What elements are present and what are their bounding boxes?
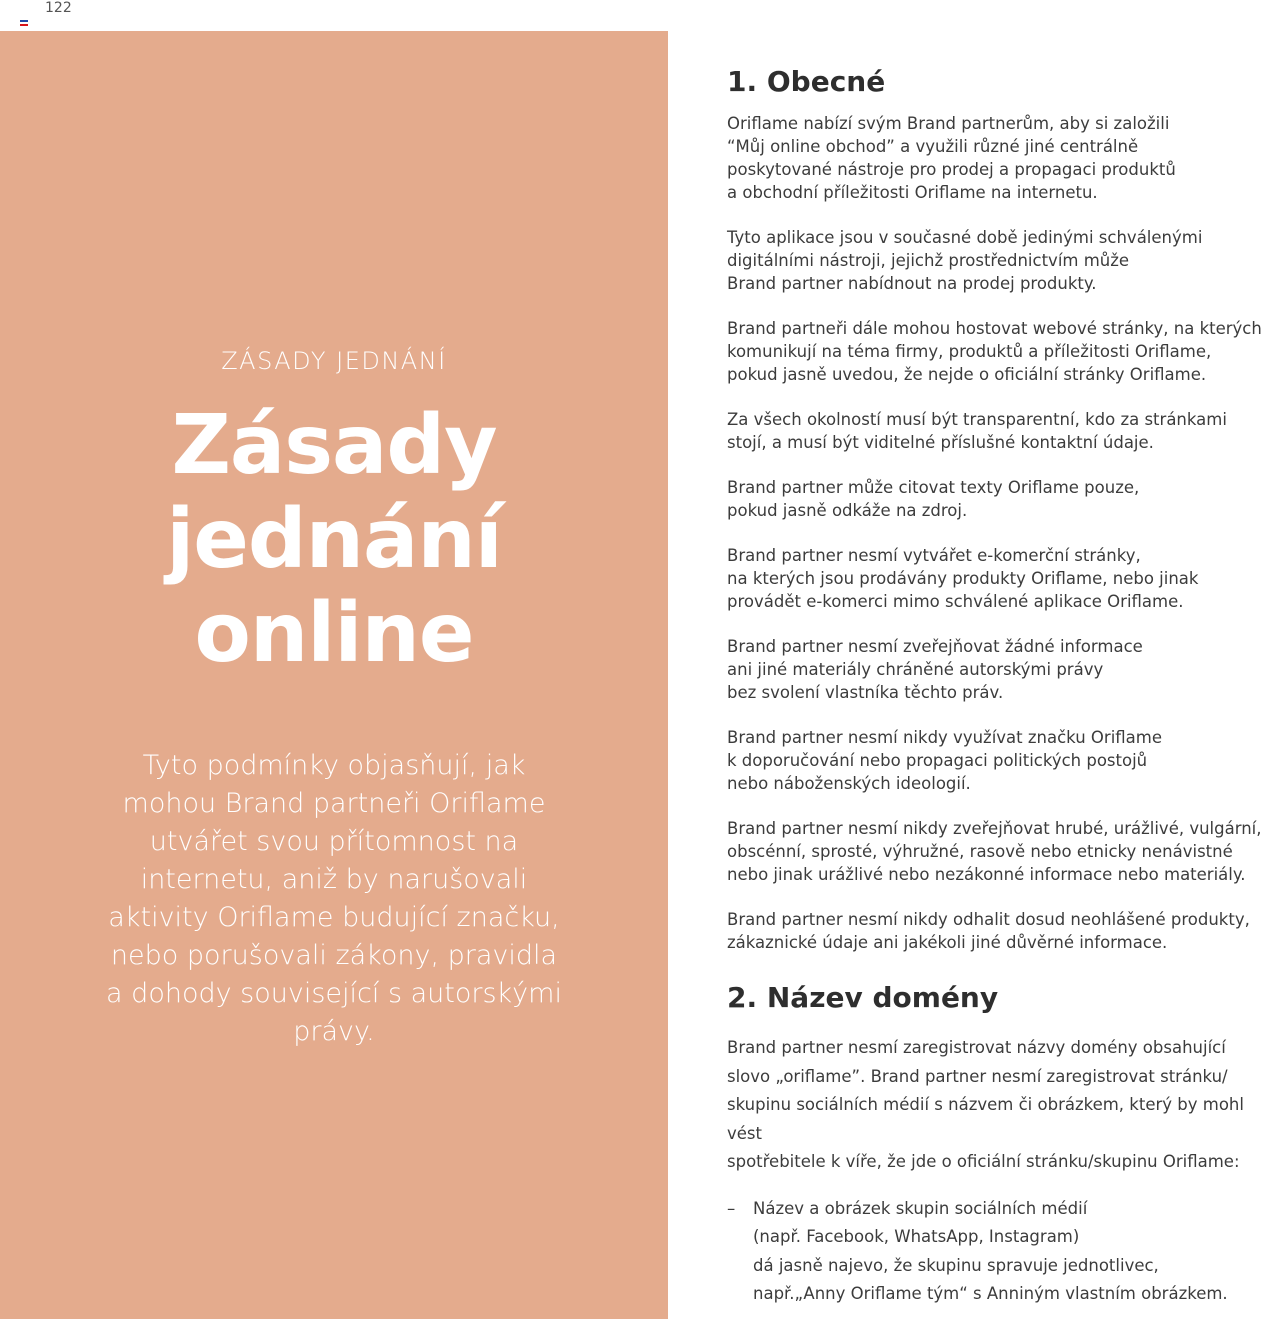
page-title — [0, 399, 668, 681]
section-heading-general: 1. Obecné — [727, 65, 886, 98]
paragraph: Brand partneři dále mohou hostovat webové stránky, na kterých komunikují na téma firmy, produktů a příležitosti Oriflame, pokud jasně uvedou, že nejde o oficiální stránky Oriflame. — [727, 319, 1262, 384]
flag-icon — [20, 20, 28, 26]
section-eyebrow: ZÁSADY JEDNÁNÍ — [221, 347, 447, 375]
paragraph: Brand partner nesmí nikdy zveřejňovat hrubé, urážlivé, vulgární, obscénní, sprosté, výhružné, rasově nebo etnicky nenávistné nebo jinak urážlivé nebo nezákonné informace nebo materiály. — [727, 819, 1262, 884]
dash-bullet-icon: – — [727, 1198, 736, 1218]
paragraph: Brand partner může citovat texty Oriflame pouze, pokud jasně odkáže na zdroj. — [727, 478, 1140, 520]
paragraph: Tyto aplikace jsou v současné době jedinými schválenými digitálními nástroji, jejichž prostřednictvím může Brand partner nabídnout na prodej produkty. — [727, 228, 1203, 293]
paragraph: Brand partner nesmí vytvářet e-komerční stránky, na kterých jsou prodávány produkty Oriflame, nebo jinak provádět e-komerci mimo schválené aplikace Oriflame. — [727, 546, 1199, 611]
paragraph: Za všech okolností musí být transparentní, kdo za stránkami stojí, a musí být viditelné příslušné kontaktní údaje. — [727, 410, 1227, 452]
left-panel — [0, 31, 668, 1319]
title-line-3: online — [194, 586, 474, 681]
flag-stripe-red — [20, 24, 28, 26]
bullet-text: Název a obrázek skupin sociálních médií (např. Facebook, WhatsApp, Instagram) dá jasně najevo, že skupinu spravuje jednotlivec, např.„Anny Oriflame tým“ s Anniným vlastním obrázkem. — [753, 1198, 1228, 1303]
paragraph: Brand partner nesmí nikdy odhalit dosud neohlášené produkty, zákaznické údaje ani jakékoli jiné důvěrné informace. — [727, 910, 1250, 952]
page-number: 122 — [45, 0, 72, 16]
title-line-1: Zásady — [171, 398, 497, 493]
paragraph-domain: Brand partner nesmí zaregistrovat názvy domény obsahující slovo „oriflame”. Brand partner nesmí zaregistrovat stránku/ skupinu sociálních médií s názvem či obrázkem, který by mohl vést spotřebitele k víře, že jde o oficiální stránku/skupinu Oriflame: — [727, 1038, 1244, 1171]
right-column — [727, 60, 1277, 1309]
section-heading-domain: 2. Název domény — [727, 981, 999, 1014]
title-line-2: jednání — [166, 492, 502, 587]
intro-text: Tyto podmínky objasňují, jak mohou Brand partneři Oriflame utvářet svou přítomnost na internetu, aniž by narušovali aktivity Oriflame budující značku, nebo porušovali zákony, pravidla a dohody související s autorskými právy. — [106, 750, 562, 1047]
paragraph: Brand partner nesmí nikdy využívat značku Oriflame k doporučování nebo propagaci politických postojů nebo náboženských ideologií. — [727, 728, 1163, 793]
paragraph: Oriflame nabízí svým Brand partnerům, aby si založili “Můj online obchod” a využili různé jiné centrálně poskytované nástroje pro prodej a propagaci produktů a obchodní příležitosti Oriflame na internetu. — [727, 114, 1176, 202]
paragraph: Brand partner nesmí zveřejňovat žádné informace ani jiné materiály chráněné autorskými právy bez svolení vlastníka těchto práv. — [727, 637, 1143, 702]
bullet-item — [727, 1195, 1277, 1309]
